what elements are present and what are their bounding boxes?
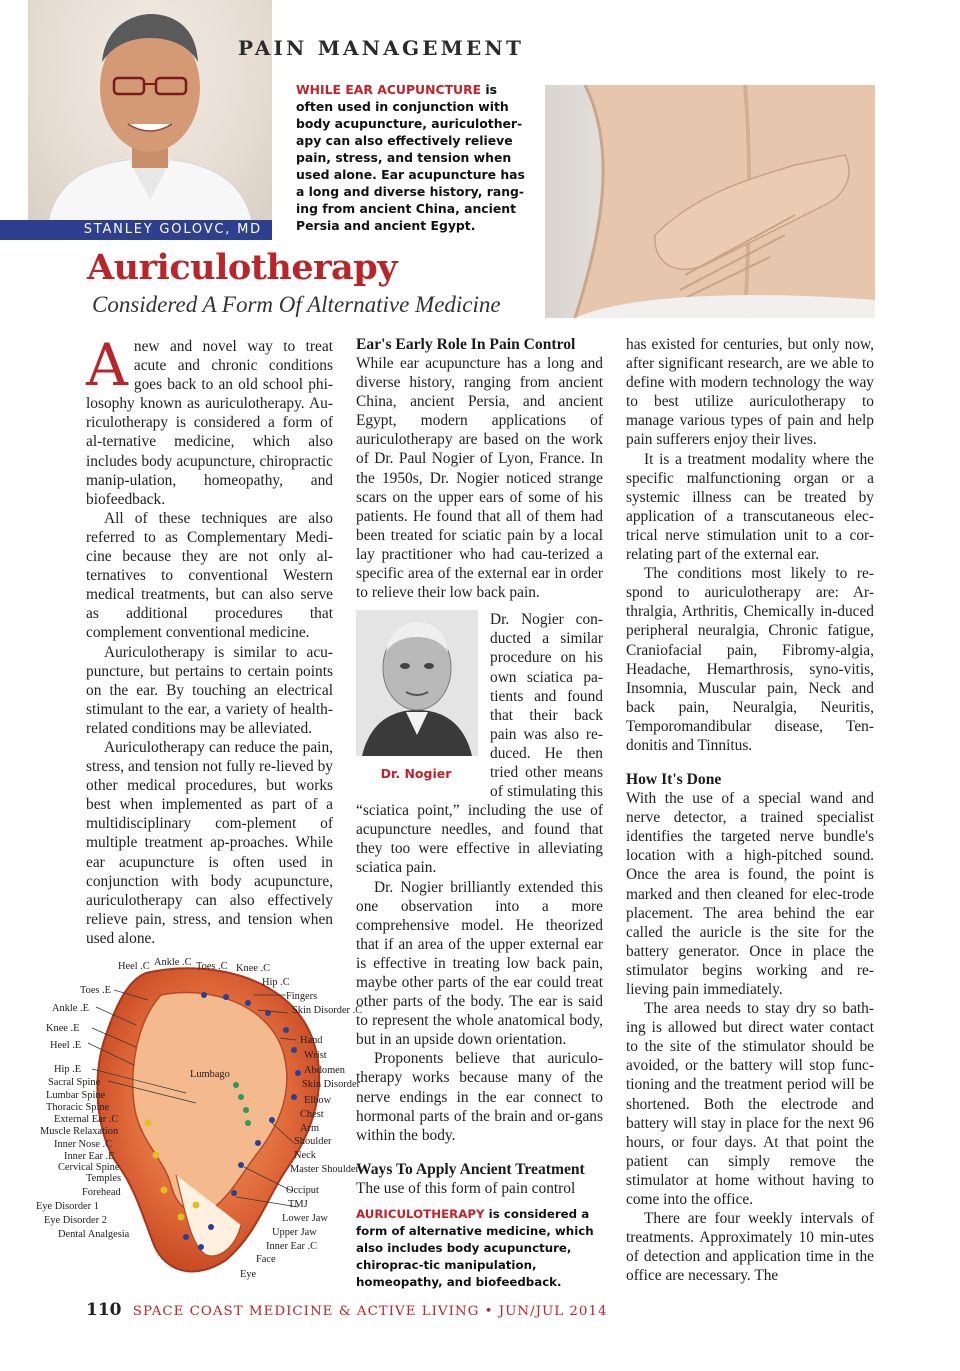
ear-label: Upper Jaw (272, 1227, 317, 1238)
ear-label: Inner Ear .C (266, 1241, 318, 1252)
heading-ears-early-role: Ear's Early Role In Pain Control (356, 336, 576, 353)
ear-label: Ankle .C (154, 957, 192, 968)
ear-label: Face (256, 1254, 276, 1265)
ear-label: Lower Jaw (282, 1213, 328, 1224)
page-number: 110 (86, 1300, 122, 1320)
col2-paragraph-4: Proponents believe that auriculo-therapy works because many of the nerve endings in the ear connect to hormonal parts of the brain and or-gans within the body. (356, 1050, 603, 1144)
ear-label: Arm (300, 1123, 320, 1134)
ear-label: Muscle Relaxation (40, 1126, 119, 1137)
col2-paragraph-5: The use of this form of pain control (356, 1179, 576, 1197)
page-footer (86, 1300, 608, 1320)
author-photo (28, 0, 272, 222)
ear-label: Lumbago (190, 1069, 230, 1080)
ear-label: Master Shoulder (290, 1164, 359, 1175)
intro-highlight: WHILE EAR ACUPUNCTURE (296, 82, 482, 97)
ear-label: Forehead (82, 1187, 121, 1198)
col1-paragraph-1-text: new and novel way to treat acute and chronic conditions goes back to an old school phi-losophy known as auriculotherapy. Au-riculotherapy is considered a form of al-ternative medicine, which also includes body acupuncture, chiropractic manip-ulation, homeopathy, and biofeedback. (86, 338, 333, 508)
column-2 (356, 335, 603, 1291)
ear-label: Ankle .E (52, 1003, 89, 1014)
ear-label: Heel .E (50, 1040, 82, 1051)
section-title: PAIN MANAGEMENT (238, 36, 525, 60)
nogier-portrait-illustration (356, 610, 478, 756)
nogier-figure (356, 610, 482, 792)
column-3 (626, 335, 874, 1286)
drop-cap: A (86, 331, 128, 399)
footer-separator: • (484, 1304, 494, 1319)
col3-paragraph-5: The area needs to stay dry so bath-ing is allowed but direct water contact to the site of the stimulator should be avoided, or the battery will stop func-tioning and the treatment period will be shortened. Both the electrode and battery will stay in place for the next 96 hours, or four days. At that point the patient can simply remove the stimulator at home without having to come into the office. (626, 1000, 874, 1209)
ear-label: Wrist (304, 1050, 327, 1061)
ear-label: Shoulder (294, 1136, 332, 1147)
ear-label: Hip .C (262, 977, 290, 988)
pull-quote (356, 1206, 603, 1291)
ear-label: Cervical Spine (58, 1162, 120, 1173)
ear-label: Fingers (286, 991, 318, 1002)
col2-paragraph-2: Dr. Nogier con-ducted a similar procedure on his own sciatica pa-tients and found that their back pain was also re-duced. He then tried other means of stimulating this “sciatica point,” including the use of acupuncture needles, and found that they too were effective in alleviating sciatica pain. (356, 611, 603, 877)
ear-label: Hip .E (54, 1064, 82, 1075)
col1-paragraph-4: Auriculotherapy can reduce the pain, stress, and tension not fully re-lieved by other medical procedures, but works best when implemented as part of a multidisciplinary com-plement of multiple treatment ap-proaches. While ear acupuncture is often used in conjunction with body acupuncture, auriculotherapy can also effectively relieve pain, stress, and tension when used alone. (86, 738, 333, 947)
ear-label: Inner Nose .C (54, 1139, 113, 1150)
ear-label: Hand (300, 1035, 323, 1046)
ear-label: Knee .E (46, 1023, 80, 1034)
intro-blurb (296, 81, 528, 234)
ear-label: Chest (300, 1109, 324, 1120)
col3-paragraph-2: It is a treatment modality where the specific malfunctioning organ or a systemic illness can be treated by application of a transcutaneous elec-trical nerve stimulation unit to a cor-relating part of the external ear. (626, 450, 874, 564)
col2-paragraph-3: Dr. Nogier brilliantly extended this one observation into a more comprehensive model. He theorized that if an area of the upper external ear is effective in treating low back pain, maybe other parts of the ear could treat other parts of the body. The ear is said to represent the whole anatomical body, but in an upside down orientation. (356, 878, 603, 1049)
ear-label: Eye Disorder 2 (44, 1215, 107, 1226)
col3-paragraph-4: With the use of a special wand and nerve detector, a trained specialist identifies the targeted nerve bundle's location with a high-pitched sound. Once the area is found, the point is marked and then cleaned for elec-trode placement. The area behind the ear called the auricle is the site for the battery generator. Once in place the stimulator begins working and re-lieving pain immediately. (626, 790, 874, 998)
col1-paragraph-3: Auriculotherapy is similar to acu-puncture, but pertains to certain points on the ear. By touching an electrical stimulant to the ear, a variety of health-related conditions may be alleviated. (86, 643, 333, 737)
issue-date: JUN/JUL 2014 (498, 1304, 608, 1319)
ear-label: Skin Disorder (302, 1079, 361, 1090)
col2-paragraph-1: While ear acupuncture has a long and diverse history, ranging from ancient China, ancient Persia, and ancient Egypt, modern applications of auriculotherapy are based on the work of Dr. Paul Nogier of Lyon, France. In the 1950s, Dr. Nogier noticed strange scars on the upper ears of some of his patients. He found that all of them had been treated for sciatic pain by a local lay practitioner who had cau-terized a specific area of the external ear in order to relieve their low back pain. (356, 355, 603, 602)
ear-label: Temples (86, 1173, 122, 1184)
nogier-caption: Dr. Nogier (380, 766, 452, 782)
article-title: Auriculotherapy (87, 247, 398, 288)
back-pain-photo (545, 85, 875, 318)
ear-label: Heel .C (118, 961, 150, 972)
ear-label: Lumbar Spine (46, 1090, 106, 1101)
ear-label: Eye Disorder 1 (36, 1201, 99, 1212)
ear-label: Toes .E (80, 985, 112, 996)
column-1 (86, 331, 333, 948)
intro-text: is often used in conjunction with body acupuncture, auriculother-apy can also effectively relieve pain, stress, and tension when used alone. Ear acupuncture has a long and diverse history, rang-ing from ancient China, ancient Persia and ancient Egypt. (296, 82, 525, 233)
ear-label: Neck (294, 1150, 316, 1161)
ear-label: Toes .C (196, 961, 228, 972)
pull-quote-text: is considered a form of alternative medicine, which also includes body acupuncture, chiroprac-tic manipulation, homeopathy, and biofeedback. (356, 1206, 594, 1289)
ear-label: Abdomen (304, 1065, 345, 1076)
publication-name: SPACE COAST MEDICINE & ACTIVE LIVING (132, 1304, 480, 1319)
article-subtitle: Considered A Form Of Alternative Medicine (92, 292, 501, 317)
author-name: STANLEY GOLOVC, MD (0, 220, 272, 240)
ear-label: Occiput (286, 1185, 319, 1196)
ear-label: External Ear .C (54, 1114, 119, 1125)
col1-paragraph-1 (86, 331, 333, 509)
col3-paragraph-1: has existed for centuries, but only now, after significant research, are we able to define with modern technology the way to best utilize auriculotherapy to manage various types of pain and help pain sufferers enjoy their lives. (626, 336, 874, 449)
ear-label: Dental Analgesia (58, 1229, 130, 1240)
back-illustration (545, 85, 875, 318)
nogier-photo (356, 610, 478, 756)
col3-paragraph-3: The conditions most likely to re-spond to auriculotherapy are: Ar-thralgia, Arthritis, Chemically in-duced peripheral neuralgia, Chronic fatigue, Craniofacial pain, Fibromy-algia, Headache, Hemarthrosis, syno-vitis, Insomnia, Muscular pain, Neck and back pain, Neuralgia, Neuritis, Temporomandibular disease, Ten-donitis and Tinnitus. (626, 565, 874, 754)
heading-how-its-done: How It's Done (626, 771, 722, 789)
ear-acupuncture-chart (36, 955, 363, 1287)
ear-label: Thoracic Spine (46, 1102, 110, 1113)
ear-label: Skin Disorder .C (292, 1005, 363, 1016)
col3-paragraph-6: There are four weekly intervals of treatments. Approximately 10 min-utes of detection and application time in the office are necessary. The (626, 1210, 874, 1285)
pull-quote-highlight: AURICULOTHERAPY (356, 1206, 485, 1221)
heading-ways-to-apply: Ways To Apply Ancient Treatment (356, 1160, 585, 1178)
ear-label: Elbow (304, 1095, 332, 1106)
author-portrait-illustration (28, 0, 272, 222)
col1-paragraph-2: All of these techniques are also referred to as Complementary Medi-cine because they are not only al-ternatives to conventional Western medical treatments, but can also serve as additional procedures that complement conventional medicine. (86, 509, 333, 642)
ear-label: Eye (240, 1269, 257, 1280)
ear-label: Knee .C (236, 963, 271, 974)
ear-label: Inner Ear .E (64, 1151, 115, 1162)
ear-label: Sacral Spine (48, 1077, 101, 1088)
ear-label: TMJ (288, 1199, 308, 1210)
